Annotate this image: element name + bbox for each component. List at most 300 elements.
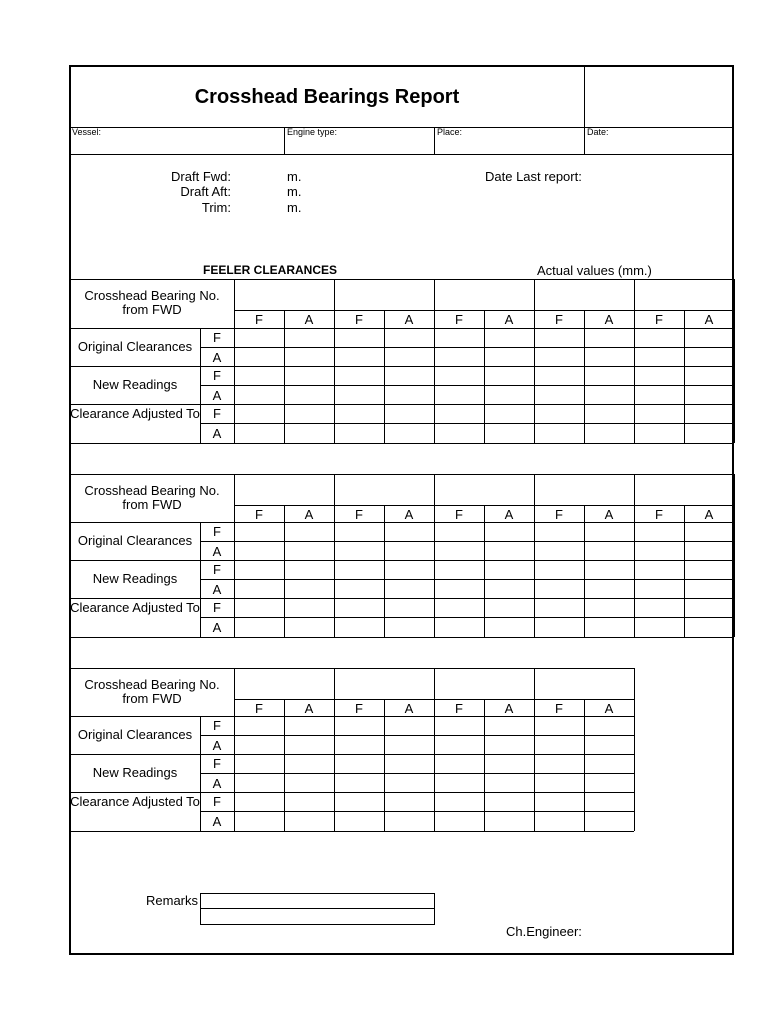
reading-cell[interactable]	[686, 543, 732, 559]
col-line	[384, 699, 385, 831]
reading-cell[interactable]	[436, 425, 482, 442]
reading-cell[interactable]	[436, 406, 482, 422]
reading-cell[interactable]	[536, 775, 582, 791]
fa-header-f: F	[355, 312, 363, 327]
section-title: FEELER CLEARANCES	[203, 263, 338, 277]
reading-cell[interactable]	[686, 524, 732, 540]
reading-cell[interactable]	[286, 330, 332, 346]
row-line	[70, 831, 634, 832]
clearance-adjusted-label: Clearance Adjusted To	[70, 406, 200, 421]
row-line	[70, 792, 634, 793]
row-f-label: F	[213, 406, 221, 421]
date-field-label: Date:	[587, 127, 609, 137]
reading-cell[interactable]	[586, 619, 632, 636]
reading-cell[interactable]	[336, 813, 382, 830]
reading-cell[interactable]	[436, 524, 482, 540]
reading-cell[interactable]	[336, 581, 382, 597]
col-line	[484, 310, 485, 443]
fa-header-f: F	[655, 507, 663, 522]
bearing-number-label: Crosshead Bearing No. from FWD	[84, 483, 220, 512]
bearing-number-input[interactable]	[336, 671, 432, 696]
reading-cell[interactable]	[586, 581, 632, 597]
reading-cell[interactable]	[436, 756, 482, 772]
row-line	[200, 811, 634, 812]
reading-cell[interactable]	[386, 619, 432, 636]
col-line	[584, 310, 585, 443]
reading-cell[interactable]	[336, 600, 382, 616]
reading-cell[interactable]	[586, 425, 632, 442]
row-line	[70, 443, 734, 444]
reading-cell[interactable]	[436, 349, 482, 365]
col-line	[434, 474, 435, 637]
reading-cell[interactable]	[286, 775, 332, 791]
reading-cell[interactable]	[286, 425, 332, 442]
reading-cell[interactable]	[236, 813, 282, 830]
fa-header-f: F	[355, 701, 363, 716]
reading-cell[interactable]	[236, 524, 282, 540]
col-line	[684, 505, 685, 637]
reading-cell[interactable]	[436, 619, 482, 636]
col-line	[634, 279, 635, 443]
reading-cell[interactable]	[336, 718, 382, 734]
col-line	[634, 668, 635, 831]
reading-cell[interactable]	[236, 600, 282, 616]
row-line	[200, 541, 734, 542]
reading-cell[interactable]	[636, 387, 682, 403]
reading-cell[interactable]	[636, 543, 682, 559]
col-line	[284, 699, 285, 831]
reading-cell[interactable]	[586, 330, 632, 346]
bearing-number-input[interactable]	[436, 282, 532, 307]
reading-cell[interactable]	[286, 543, 332, 559]
draft-aft-unit: m.	[287, 184, 302, 199]
date-last-report-label: Date Last report:	[485, 169, 582, 184]
row-f-label: F	[213, 524, 221, 539]
reading-cell[interactable]	[486, 349, 532, 365]
reading-cell[interactable]	[636, 349, 682, 365]
fa-header-a: A	[504, 312, 514, 327]
reading-cell[interactable]	[336, 425, 382, 442]
fa-header-f: F	[255, 312, 263, 327]
reading-cell[interactable]	[536, 718, 582, 734]
reading-cell[interactable]	[436, 330, 482, 346]
reading-cell[interactable]	[386, 600, 432, 616]
header-line-bottom	[70, 154, 733, 155]
reading-cell[interactable]	[636, 330, 682, 346]
reading-cell[interactable]	[536, 619, 582, 636]
reading-cell[interactable]	[436, 794, 482, 810]
reading-cell[interactable]	[336, 619, 382, 636]
reading-cell[interactable]	[586, 406, 632, 422]
row-f-label: F	[213, 368, 221, 383]
reading-cell[interactable]	[436, 387, 482, 403]
reading-cell[interactable]	[636, 600, 682, 616]
bearing-number-input[interactable]	[636, 477, 732, 502]
col-line	[484, 505, 485, 637]
reading-cell[interactable]	[236, 718, 282, 734]
row-f-label: F	[213, 756, 221, 771]
new-readings-label: New Readings	[92, 377, 178, 392]
reading-cell[interactable]	[586, 524, 632, 540]
reading-cell[interactable]	[336, 737, 382, 753]
reading-cell[interactable]	[286, 406, 332, 422]
reading-cell[interactable]	[236, 543, 282, 559]
reading-cell[interactable]	[236, 756, 282, 772]
reading-cell[interactable]	[636, 524, 682, 540]
reading-cell[interactable]	[436, 543, 482, 559]
reading-cell[interactable]	[636, 619, 682, 636]
bearing-number-input[interactable]	[336, 477, 432, 502]
row-a-label: A	[212, 814, 222, 829]
reading-cell[interactable]	[586, 562, 632, 578]
row-a-label: A	[212, 388, 222, 403]
reading-cell[interactable]	[386, 387, 432, 403]
fa-header-f: F	[555, 312, 563, 327]
reading-cell[interactable]	[586, 368, 632, 384]
col-line	[334, 474, 335, 637]
row-f-label: F	[213, 718, 221, 733]
fa-header-a: A	[304, 701, 314, 716]
row-line	[200, 423, 734, 424]
title-divider	[584, 66, 585, 155]
reading-cell[interactable]	[486, 387, 532, 403]
reading-cell[interactable]	[286, 756, 332, 772]
remarks-field-2[interactable]	[200, 908, 435, 925]
row-a-label: A	[212, 620, 222, 635]
reading-cell[interactable]	[286, 794, 332, 810]
col-line	[434, 279, 435, 443]
reading-cell[interactable]	[686, 349, 732, 365]
reading-cell[interactable]	[336, 543, 382, 559]
page-title: Crosshead Bearings Report	[194, 86, 460, 108]
reading-cell[interactable]	[536, 524, 582, 540]
bearing-number-input[interactable]	[536, 282, 632, 307]
chief-engineer-label: Ch.Engineer:	[506, 924, 582, 939]
reading-cell[interactable]	[536, 600, 582, 616]
reading-cell[interactable]	[586, 737, 632, 753]
col-line	[584, 699, 585, 831]
row-f-label: F	[213, 330, 221, 345]
reading-cell[interactable]	[386, 562, 432, 578]
header-divider-1	[284, 127, 285, 154]
fa-header-a: A	[504, 701, 514, 716]
fa-header-f: F	[455, 701, 463, 716]
reading-cell[interactable]	[486, 368, 532, 384]
reading-cell[interactable]	[586, 775, 632, 791]
col-line	[534, 279, 535, 443]
reading-cell[interactable]	[236, 330, 282, 346]
reading-cell[interactable]	[336, 349, 382, 365]
reading-cell[interactable]	[436, 813, 482, 830]
reading-cell[interactable]	[686, 562, 732, 578]
row-a-label: A	[212, 544, 222, 559]
reading-cell[interactable]	[686, 581, 732, 597]
bearing-number-input[interactable]	[336, 282, 432, 307]
col-line	[234, 474, 235, 637]
reading-cell[interactable]	[386, 524, 432, 540]
reading-cell[interactable]	[636, 406, 682, 422]
reading-cell[interactable]	[636, 425, 682, 442]
reading-cell[interactable]	[236, 425, 282, 442]
bearing-number-input[interactable]	[436, 671, 532, 696]
col-line	[334, 668, 335, 831]
reading-cell[interactable]	[236, 387, 282, 403]
bearing-number-input[interactable]	[636, 282, 732, 307]
fa-header-f: F	[255, 507, 263, 522]
reading-cell[interactable]	[236, 581, 282, 597]
row-line	[70, 637, 734, 638]
reading-cell[interactable]	[286, 368, 332, 384]
reading-cell[interactable]	[236, 775, 282, 791]
reading-cell[interactable]	[286, 600, 332, 616]
header-line-top	[70, 127, 733, 128]
reading-cell[interactable]	[436, 600, 482, 616]
reading-cell[interactable]	[536, 756, 582, 772]
clearance-adjusted-label: Clearance Adjusted To	[70, 794, 200, 809]
table-top-line	[70, 668, 634, 669]
reading-cell[interactable]	[536, 387, 582, 403]
reading-cell[interactable]	[486, 562, 532, 578]
reading-cell[interactable]	[536, 425, 582, 442]
row-line	[70, 754, 634, 755]
reading-cell[interactable]	[536, 737, 582, 753]
reading-cell[interactable]	[286, 813, 332, 830]
reading-cell[interactable]	[486, 756, 532, 772]
reading-cell[interactable]	[386, 794, 432, 810]
reading-cell[interactable]	[386, 813, 432, 830]
reading-cell[interactable]	[436, 368, 482, 384]
col-line	[734, 474, 735, 637]
reading-cell[interactable]	[236, 619, 282, 636]
reading-cell[interactable]	[686, 619, 732, 636]
reading-cell[interactable]	[486, 619, 532, 636]
section-note: Actual values (mm.)	[537, 263, 652, 278]
reading-cell[interactable]	[486, 524, 532, 540]
reading-cell[interactable]	[586, 600, 632, 616]
row-f-label: F	[213, 562, 221, 577]
col-line	[384, 310, 385, 443]
col-line	[234, 668, 235, 831]
reading-cell[interactable]	[536, 813, 582, 830]
reading-cell[interactable]	[286, 737, 332, 753]
reading-cell[interactable]	[436, 581, 482, 597]
reading-cell[interactable]	[486, 718, 532, 734]
reading-cell[interactable]	[386, 330, 432, 346]
clearance-adjusted-label: Clearance Adjusted To	[70, 600, 200, 615]
row-line	[200, 347, 734, 348]
reading-cell[interactable]	[336, 756, 382, 772]
draft-fwd-label: Draft Fwd:	[171, 169, 231, 184]
fa-header-a: A	[704, 312, 714, 327]
fa-header-a: A	[504, 507, 514, 522]
row-a-label: A	[212, 582, 222, 597]
reading-cell[interactable]	[686, 406, 732, 422]
reading-cell[interactable]	[436, 775, 482, 791]
reading-cell[interactable]	[386, 756, 432, 772]
reading-cell[interactable]	[536, 368, 582, 384]
reading-cell[interactable]	[586, 756, 632, 772]
reading-cell[interactable]	[536, 349, 582, 365]
fa-header-f: F	[455, 312, 463, 327]
reading-cell[interactable]	[386, 718, 432, 734]
row-line	[200, 385, 734, 386]
new-readings-label: New Readings	[92, 765, 178, 780]
reading-cell[interactable]	[486, 794, 532, 810]
remarks-field-1[interactable]	[200, 893, 435, 909]
draft-aft-label: Draft Aft:	[180, 184, 231, 199]
reading-cell[interactable]	[336, 368, 382, 384]
reading-cell[interactable]	[686, 330, 732, 346]
reading-cell[interactable]	[386, 543, 432, 559]
reading-cell[interactable]	[486, 813, 532, 830]
reading-cell[interactable]	[536, 406, 582, 422]
reading-cell[interactable]	[236, 737, 282, 753]
reading-cell[interactable]	[236, 349, 282, 365]
row-f-label: F	[213, 600, 221, 615]
reading-cell[interactable]	[336, 794, 382, 810]
fa-header-a: A	[604, 312, 614, 327]
reading-cell[interactable]	[436, 562, 482, 578]
fa-header-a: A	[604, 701, 614, 716]
row-line	[200, 617, 734, 618]
fa-label-col-line	[200, 522, 201, 637]
reading-cell[interactable]	[236, 794, 282, 810]
draft-fwd-unit: m.	[287, 169, 302, 184]
reading-cell[interactable]	[386, 368, 432, 384]
reading-cell[interactable]	[486, 543, 532, 559]
vessel-field-label: Vessel:	[72, 127, 102, 137]
reading-cell[interactable]	[386, 737, 432, 753]
reading-cell[interactable]	[536, 794, 582, 810]
reading-cell[interactable]	[586, 813, 632, 830]
reading-cell[interactable]	[286, 349, 332, 365]
reading-cell[interactable]	[686, 600, 732, 616]
row-a-label: A	[212, 776, 222, 791]
trim-unit: m.	[287, 200, 302, 215]
reading-cell[interactable]	[486, 425, 532, 442]
reading-cell[interactable]	[286, 562, 332, 578]
reading-cell[interactable]	[286, 524, 332, 540]
fa-label-col-line	[200, 716, 201, 831]
reading-cell[interactable]	[386, 581, 432, 597]
col-line	[634, 474, 635, 637]
bearing-number-input[interactable]	[236, 671, 332, 696]
bearing-number-input[interactable]	[536, 477, 632, 502]
reading-cell[interactable]	[536, 330, 582, 346]
engine-type-field-label: Engine type:	[287, 127, 338, 137]
reading-cell[interactable]	[586, 794, 632, 810]
fa-header-f: F	[555, 701, 563, 716]
fa-header-a: A	[604, 507, 614, 522]
remarks-label: Remarks	[146, 893, 199, 908]
col-line	[584, 505, 585, 637]
reading-cell[interactable]	[686, 368, 732, 384]
col-line	[684, 310, 685, 443]
reading-cell[interactable]	[236, 562, 282, 578]
fa-row-bottom-line	[70, 716, 634, 717]
reading-cell[interactable]	[336, 775, 382, 791]
reading-cell[interactable]	[486, 600, 532, 616]
trim-label: Trim:	[201, 200, 231, 215]
reading-cell[interactable]	[386, 775, 432, 791]
row-line	[200, 579, 734, 580]
fa-header-f: F	[555, 507, 563, 522]
fa-header-a: A	[404, 701, 414, 716]
reading-cell[interactable]	[386, 406, 432, 422]
col-line	[234, 279, 235, 443]
reading-cell[interactable]	[286, 581, 332, 597]
original-clearances-label: Original Clearances	[77, 533, 193, 548]
reading-cell[interactable]	[386, 425, 432, 442]
col-line	[434, 668, 435, 831]
reading-cell[interactable]	[486, 581, 532, 597]
fa-header-a: A	[404, 312, 414, 327]
reading-cell[interactable]	[236, 406, 282, 422]
reading-cell[interactable]	[436, 737, 482, 753]
bearing-number-input[interactable]	[436, 477, 532, 502]
fa-header-a: A	[404, 507, 414, 522]
reading-cell[interactable]	[586, 349, 632, 365]
reading-cell[interactable]	[336, 562, 382, 578]
fa-header-f: F	[255, 701, 263, 716]
col-line	[384, 505, 385, 637]
bearing-number-label: Crosshead Bearing No. from FWD	[84, 677, 220, 706]
reading-cell[interactable]	[536, 543, 582, 559]
reading-cell[interactable]	[486, 330, 532, 346]
bearing-number-input[interactable]	[536, 671, 632, 696]
row-line	[200, 773, 634, 774]
reading-cell[interactable]	[636, 562, 682, 578]
reading-cell[interactable]	[236, 368, 282, 384]
reading-cell[interactable]	[536, 562, 582, 578]
reading-cell[interactable]	[636, 581, 682, 597]
fa-label-col-line	[200, 328, 201, 443]
fa-header-a: A	[304, 312, 314, 327]
reading-cell[interactable]	[336, 524, 382, 540]
reading-cell[interactable]	[686, 425, 732, 442]
col-line	[734, 279, 735, 443]
bearing-number-input[interactable]	[236, 282, 332, 307]
reading-cell[interactable]	[336, 330, 382, 346]
reading-cell[interactable]	[486, 775, 532, 791]
bearing-number-input[interactable]	[236, 477, 332, 502]
reading-cell[interactable]	[486, 737, 532, 753]
reading-cell[interactable]	[286, 619, 332, 636]
reading-cell[interactable]	[336, 387, 382, 403]
reading-cell[interactable]	[386, 349, 432, 365]
reading-cell[interactable]	[286, 718, 332, 734]
fa-header-f: F	[455, 507, 463, 522]
reading-cell[interactable]	[336, 406, 382, 422]
reading-cell[interactable]	[586, 718, 632, 734]
reading-cell[interactable]	[486, 406, 532, 422]
reading-cell[interactable]	[636, 368, 682, 384]
col-line	[534, 668, 535, 831]
reading-cell[interactable]	[586, 387, 632, 403]
bearing-number-label: Crosshead Bearing No. from FWD	[84, 288, 220, 317]
reading-cell[interactable]	[536, 581, 582, 597]
row-f-label: F	[213, 794, 221, 809]
reading-cell[interactable]	[686, 387, 732, 403]
place-field-label: Place:	[437, 127, 463, 137]
row-a-label: A	[212, 738, 222, 753]
reading-cell[interactable]	[436, 718, 482, 734]
reading-cell[interactable]	[286, 387, 332, 403]
fa-header-a: A	[704, 507, 714, 522]
header-divider-2	[434, 127, 435, 154]
reading-cell[interactable]	[586, 543, 632, 559]
original-clearances-label: Original Clearances	[77, 339, 193, 354]
